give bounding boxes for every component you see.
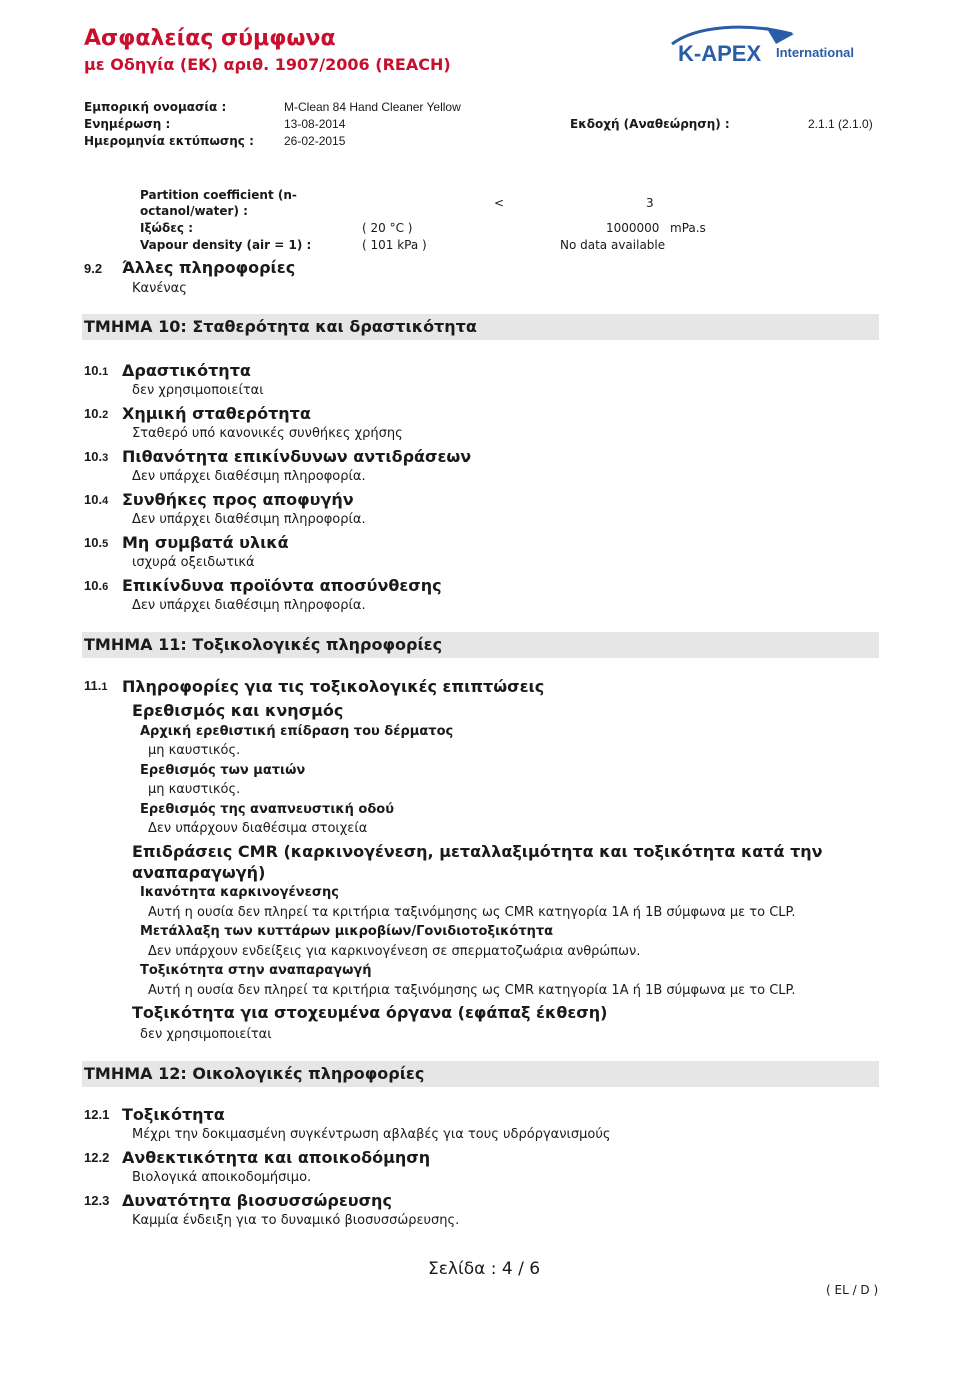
mutagenicity-label: Μετάλλαξη των κυττάρων μικροβίων/Γονιδιοτοξικότητα <box>140 924 554 939</box>
irritation-title: Ερεθισμός και κνησμός <box>132 701 344 720</box>
section-number: 12.2 <box>84 1150 110 1165</box>
viscosity-condition: ( 20 °C ) <box>362 221 413 235</box>
subsection-title: Χημική σταθερότητα <box>122 404 311 423</box>
respiratory-irritation-label: Ερεθισμός της αναπνευστική οδού <box>140 802 395 817</box>
subsection-title: Πληροφορίες για τις τοξικολογικές επιπτώσεις <box>122 677 545 696</box>
section-10-bar <box>82 314 879 340</box>
print-date-value: 26-02-2015 <box>284 134 346 148</box>
language-code: ( EL / D ) <box>826 1283 879 1297</box>
stot-text: δεν χρησιμοποιείται <box>140 1027 272 1042</box>
subsection-text: Σταθερό υπό κανονικές συνθήκες χρήσης <box>132 426 403 441</box>
subsection-text: Μέχρι την δοκιμασμένη συγκέντρωση αβλαβές για τους υδρόργανισμούς <box>132 1127 611 1142</box>
subsection-text: Καμμία ένδειξη για το δυναμικό βιοσυσσώρευσης. <box>132 1213 460 1228</box>
section-number: 12.3 <box>84 1193 110 1208</box>
subsection-text: Δεν υπάρχει διαθέσιμη πληροφορία. <box>132 512 366 527</box>
version-value: 2.1.1 (2.1.0) <box>808 117 873 131</box>
k-apex-logo <box>616 24 878 84</box>
subsection-title: Ανθεκτικότητα και αποικοδόμηση <box>122 1148 431 1167</box>
trade-name-label: Εμπορική ονομασία : <box>84 100 227 114</box>
subsection-title: Συνθήκες προς αποφυγήν <box>122 490 354 509</box>
eye-irritation-text: μη καυστικός. <box>148 782 241 797</box>
section-11-bar <box>82 632 879 658</box>
section-12-title: ΤΜΗΜΑ 12: Οικολογικές πληροφορίες <box>84 1064 425 1083</box>
section-number: 10.3 <box>84 449 109 464</box>
update-label: Ενημέρωση : <box>84 117 171 131</box>
section-number: 10.1 <box>84 363 109 378</box>
reproductive-toxicity-text: Αυτή η ουσία δεν πληρεί τα κριτήρια ταξινόμησης ως CMR κατηγορία 1A ή 1B σύμφωνα με το CLP. <box>148 983 796 998</box>
subsection-text: δεν χρησιμοποιείται <box>132 383 264 398</box>
update-value: 13-08-2014 <box>284 117 346 131</box>
carcinogenicity-label: Ικανότητα καρκινογένεσης <box>140 885 339 900</box>
vapour-density-label: Vapour density (air = 1) : <box>140 238 312 252</box>
section-number: 9.2 <box>84 261 103 276</box>
subsection-title: Άλλες πληροφορίες <box>122 258 296 277</box>
subsection-text: Δεν υπάρχει διαθέσιμη πληροφορία. <box>132 469 366 484</box>
document-subtitle: με Οδηγία (ΕΚ) αριθ. 1907/2006 (REACH) <box>84 55 451 74</box>
subsection-title: Δυνατότητα βιοσυσσώρευσης <box>122 1191 392 1210</box>
logo-text: K-APEX <box>678 41 762 66</box>
section-number: 11.1 <box>84 678 108 693</box>
section-11-title: ΤΜΗΜΑ 11: Τοξικολογικές πληροφορίες <box>84 635 443 654</box>
subsection-title: Πιθανότητα επικίνδυνων αντιδράσεων <box>122 447 472 466</box>
cmr-title-line2: αναπαραγωγή) <box>132 863 266 882</box>
print-date-label: Ημερομηνία εκτύπωσης : <box>84 134 254 148</box>
skin-irritation-label: Αρχική ερεθιστική επίδραση του δέρματος <box>140 724 454 739</box>
section-number: 10.5 <box>84 535 109 550</box>
subsection-text: Κανένας <box>132 281 187 296</box>
subsection-text: Βιολογικά αποικοδομήσιμο. <box>132 1170 312 1185</box>
eye-irritation-label: Ερεθισμός των ματιών <box>140 763 306 778</box>
partition-value: 3 <box>646 196 654 210</box>
section-number: 10.6 <box>84 578 109 593</box>
page-number: Σελίδα : 4 / 6 <box>428 1259 541 1279</box>
reproductive-toxicity-label: Τοξικότητα στην αναπαραγωγή <box>140 963 372 978</box>
skin-irritation-text: μη καυστικός. <box>148 743 241 758</box>
partition-operator: < <box>494 196 505 210</box>
subsection-title: Μη συμβατά υλικά <box>122 533 289 552</box>
respiratory-irritation-text: Δεν υπάρχουν διαθέσιμα στοιχεία <box>148 821 368 836</box>
section-number: 10.2 <box>84 406 109 421</box>
section-10-title: ΤΜΗΜΑ 10: Σταθερότητα και δραστικότητα <box>84 317 477 336</box>
mutagenicity-text: Δεν υπάρχουν ενδείξεις για καρκινογένεση σε σπερματοζωάρια ανθρώπων. <box>148 944 641 959</box>
subsection-title: Τοξικότητα <box>122 1105 225 1124</box>
section-number: 12.1 <box>84 1107 110 1122</box>
viscosity-value: 1000000 <box>606 221 660 235</box>
carcinogenicity-text: Αυτή η ουσία δεν πληρεί τα κριτήρια ταξινόμησης ως CMR κατηγορία 1A ή 1B σύμφωνα με το CLP. <box>148 905 796 920</box>
document-title: Ασφαλείας σύμφωνα <box>84 26 336 51</box>
vapour-density-value: No data available <box>560 238 666 252</box>
stot-title: Τοξικότητα για στοχευμένα όργανα (εφάπαξ έκθεση) <box>132 1003 608 1022</box>
version-label: Εκδοχή (Αναθεώρηση) : <box>570 117 730 131</box>
viscosity-label: Ιξώδες : <box>140 221 193 235</box>
subsection-title: Επικίνδυνα προϊόντα αποσύνθεσης <box>122 576 442 595</box>
partition-label-line2: octanol/water) : <box>140 204 248 218</box>
section-number: 10.4 <box>84 492 109 507</box>
section-12-bar <box>82 1061 879 1087</box>
trade-name-value: M-Clean 84 Hand Cleaner Yellow <box>284 100 461 114</box>
logo-subtext: International <box>776 45 855 60</box>
subsection-text: Δεν υπάρχει διαθέσιμη πληροφορία. <box>132 598 366 613</box>
vapour-density-condition: ( 101 kPa ) <box>362 238 427 252</box>
partition-label-line1: Partition coefficient (n- <box>140 188 297 202</box>
subsection-text: ισχυρά οξειδωτικά <box>132 555 255 570</box>
viscosity-unit: mPa.s <box>670 221 706 235</box>
subsection-title: Δραστικότητα <box>122 361 251 380</box>
cmr-title-line1: Επιδράσεις CMR (καρκινογένεση, μεταλλαξιμότητα και τοξικότητα κατά την <box>132 842 823 861</box>
